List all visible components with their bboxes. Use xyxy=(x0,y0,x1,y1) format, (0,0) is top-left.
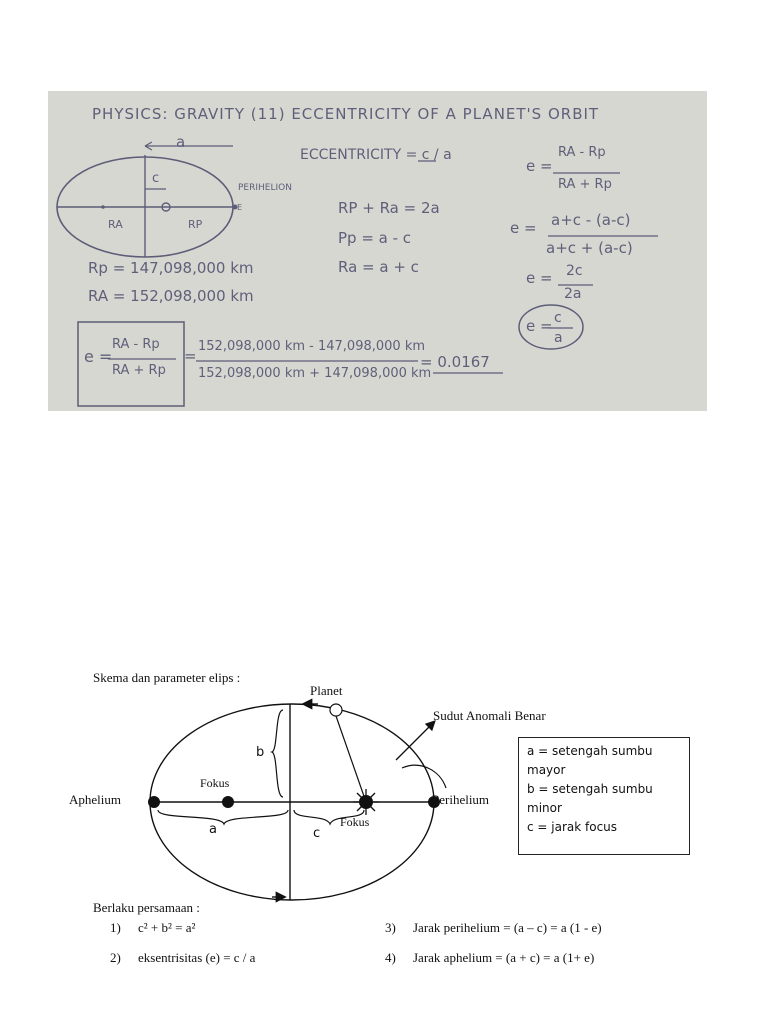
rp-value: Rp = 147,098,000 km xyxy=(88,259,254,277)
anomaly-arrow xyxy=(396,722,434,760)
fokus-left-label: Fokus xyxy=(200,776,230,790)
boxed-denominator: RA + Rp xyxy=(112,363,166,378)
sum-equation: RP + Ra = 2a xyxy=(338,199,440,217)
equations-heading: Berlaku persamaan : xyxy=(93,900,200,915)
label-perihelion: PERIHELION xyxy=(238,183,292,193)
planet-point xyxy=(330,704,342,716)
boxed-numerator: RA - Rp xyxy=(112,337,160,352)
calc-numerator: 152,098,000 km - 147,098,000 km xyxy=(198,339,426,354)
e-step3-numerator: 2c xyxy=(566,263,583,279)
legend-c: c = jarak focus xyxy=(527,820,618,834)
e-step1-denominator: RA + Rp xyxy=(558,177,612,192)
label-a: a xyxy=(176,133,186,151)
e-label-3: e = xyxy=(526,269,553,287)
anomaly-label: Sudut Anomali Benar xyxy=(433,708,546,723)
legend-box xyxy=(518,737,690,855)
e-label-2: e = xyxy=(510,219,537,237)
e-step3-denominator: 2a xyxy=(564,286,582,302)
b-brace xyxy=(272,710,283,797)
whiteboard-title: PHYSICS: GRAVITY (11) ECCENTRICITY OF A PLANET'S ORBIT xyxy=(92,105,600,123)
e-step2-numerator: a+c - (a-c) xyxy=(551,211,631,229)
equation-3: 3) Jarak perihelium = (a – c) = a (1 - e) xyxy=(385,920,602,935)
label-rp: RP xyxy=(188,218,203,231)
e-step1-numerator: RA - Rp xyxy=(558,145,606,160)
label-c: c xyxy=(152,171,160,186)
legend-a: a = setengah sumbu mayor xyxy=(527,744,653,777)
aphelium-point xyxy=(148,796,160,808)
e-step2-denominator: a+c + (a-c) xyxy=(546,239,633,257)
ra-equation: Ra = a + c xyxy=(338,258,419,276)
e-result-numerator: c xyxy=(554,310,562,326)
e-result-denominator: a xyxy=(554,330,563,346)
label-ra: RA xyxy=(108,218,123,231)
planet-label: Planet xyxy=(310,683,343,698)
fokus-left-point xyxy=(222,796,234,808)
ra-value: RA = 152,098,000 km xyxy=(88,287,254,305)
diagram-heading: Skema dan parameter elips : xyxy=(93,670,241,685)
equation-4: 4) Jarak aphelium = (a + c) = a (1+ e) xyxy=(385,950,595,965)
c-label: c xyxy=(313,826,321,841)
aphelium-label: Aphelium xyxy=(69,792,121,807)
e-label-4: e = xyxy=(526,317,553,335)
perihelium-label: Perihelium xyxy=(432,792,490,807)
b-label: b xyxy=(256,745,265,760)
equals-sign: = xyxy=(184,347,197,365)
legend-b: b = setengah sumbu minor xyxy=(527,782,653,815)
calc-result: = 0.0167 xyxy=(420,353,490,371)
calc-denominator: 152,098,000 km + 147,098,000 km xyxy=(198,366,432,381)
anomaly-arc xyxy=(402,765,446,788)
equation-1: 1) c² + b² = a² xyxy=(110,920,196,935)
e-label-1: e = xyxy=(526,157,553,175)
equation-2: 2) eksentrisitas (e) = c / a xyxy=(110,950,256,965)
boxed-e-label: e = xyxy=(84,347,113,366)
label-e-marker: E xyxy=(237,203,243,212)
planet-radius-line xyxy=(336,716,366,802)
a-brace xyxy=(158,810,288,824)
a-label: a xyxy=(209,822,217,837)
eccentricity-definition: ECCENTRICITY = c / a xyxy=(300,147,452,163)
fokus-right-label: Fokus xyxy=(340,815,370,829)
rp-equation: Pp = a - c xyxy=(338,229,412,247)
